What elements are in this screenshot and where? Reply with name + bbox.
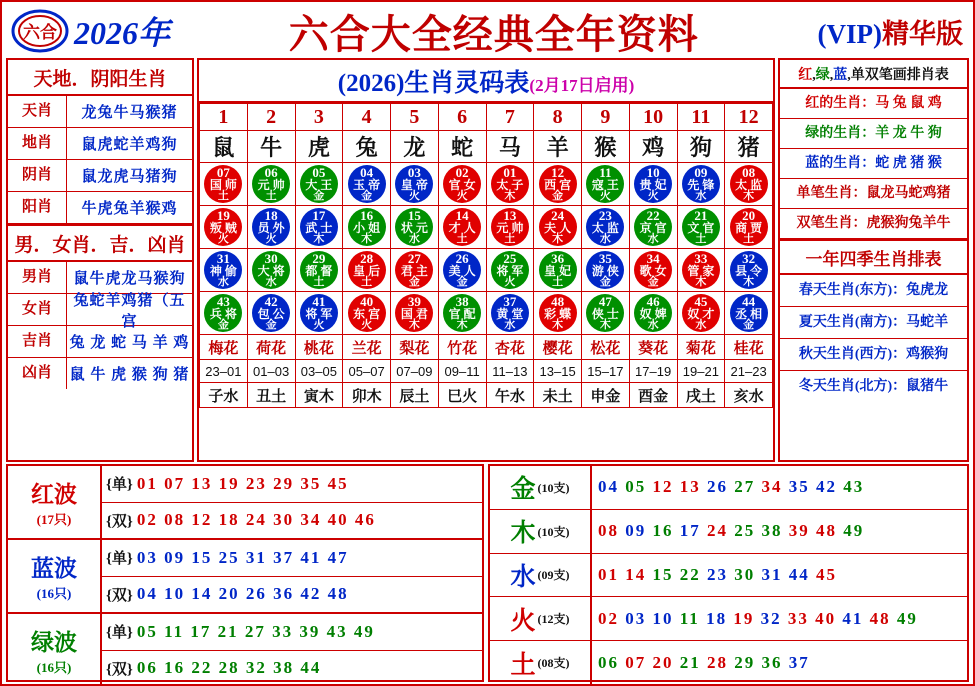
lucky-ball: 46 奴 婢 水 <box>634 294 672 332</box>
ball-cell <box>247 249 295 292</box>
table-row-balls-4 <box>200 292 773 335</box>
lucky-ball: 21 文 官 土 <box>682 208 720 246</box>
wave-line <box>102 651 482 686</box>
element-cell: 戌土 <box>677 383 725 408</box>
ball-cell <box>582 292 630 335</box>
ball-cell <box>677 163 725 206</box>
zodiac-code-table <box>199 103 773 408</box>
ball-cell <box>534 163 582 206</box>
lucky-ball: 08 太 监 木 <box>730 165 768 203</box>
column-number: 11 <box>677 104 725 131</box>
ball-cell <box>438 206 486 249</box>
lucky-ball: 40 东 宫 火 <box>348 294 386 332</box>
element-values: 01 14 15 22 23 30 31 44 45 <box>598 564 837 584</box>
ball-cell <box>391 206 439 249</box>
flower-cell: 荷花 <box>247 335 295 360</box>
lucky-ball: 06 元 帅 土 <box>252 165 290 203</box>
row-value: 鼠牛虎龙马猴狗 <box>73 271 186 287</box>
ball-cell <box>295 206 343 249</box>
zodiac-cell: 羊 <box>534 131 582 163</box>
flower-cell: 葵花 <box>629 335 677 360</box>
row-value: 鼠 牛 虎 猴 狗 猪 <box>69 367 190 383</box>
table-row-balls-2 <box>200 206 773 249</box>
element-label <box>490 554 592 597</box>
element-cell: 午水 <box>486 383 534 408</box>
zodiac-cell: 狗 <box>677 131 725 163</box>
lucky-ball: 27 君 主 金 <box>395 251 433 289</box>
lucky-ball: 16 小 姐 木 <box>348 208 386 246</box>
wave-name: 绿波 <box>31 630 77 655</box>
lucky-ball: 44 丞 相 金 <box>730 294 768 332</box>
lucky-ball: 45 奴 才 水 <box>682 294 720 332</box>
lucky-ball: 07 国 师 土 <box>204 165 242 203</box>
ball-cell <box>725 292 773 335</box>
column-number: 2 <box>247 104 295 131</box>
element-count: (09支) <box>537 568 570 583</box>
lucky-ball: 29 都 督 土 <box>300 251 338 289</box>
element-row <box>490 510 967 554</box>
column-number: 8 <box>534 104 582 131</box>
list-item: 红的生肖：马 兔 鼠 鸡 <box>780 89 967 119</box>
ball-cell <box>200 292 248 335</box>
year-label: 2026年 <box>74 15 171 51</box>
table-row-ranges <box>200 360 773 383</box>
ball-cell <box>438 249 486 292</box>
list-item: 单笔生肖：鼠龙马蛇鸡猪 <box>780 179 967 209</box>
wave-numbers: 06 16 22 28 32 38 44 <box>136 658 322 678</box>
lucky-ball: 05 大 王 金 <box>300 165 338 203</box>
lucky-ball: 17 武 士 木 <box>300 208 338 246</box>
ball-cell <box>486 163 534 206</box>
wave-table <box>6 464 484 682</box>
row-key: 女肖 <box>8 294 67 325</box>
ball-cell <box>391 292 439 335</box>
element-name: 火 <box>510 607 536 635</box>
wave-numbers: 04 10 14 20 26 36 42 48 <box>136 584 349 604</box>
row-value: 牛虎兔羊猴鸡 <box>81 201 178 217</box>
lucky-ball: 47 侠 士 木 <box>586 294 624 332</box>
row-key: 吉肖 <box>8 326 67 357</box>
ball-cell <box>486 206 534 249</box>
flower-cell: 梅花 <box>200 335 248 360</box>
list-item <box>8 358 192 389</box>
lucky-ball: 04 玉 帝 金 <box>348 165 386 203</box>
center-title-sub: (2月17日启用) <box>529 76 635 95</box>
svg-text:六合: 六合 <box>23 23 57 42</box>
range-cell: 11–13 <box>486 360 534 383</box>
range-cell: 21–23 <box>725 360 773 383</box>
main-columns <box>4 58 971 462</box>
ball-cell <box>438 292 486 335</box>
ball-cell <box>725 249 773 292</box>
flower-cell: 松花 <box>582 335 630 360</box>
element-label <box>490 510 592 553</box>
range-cell: 17–19 <box>629 360 677 383</box>
ball-cell <box>247 292 295 335</box>
flower-cell: 杏花 <box>486 335 534 360</box>
lucky-ball: 37 黄 堂 水 <box>491 294 529 332</box>
ball-cell <box>534 249 582 292</box>
element-values: 04 05 12 13 26 27 34 35 42 43 <box>598 477 865 497</box>
lucky-ball: 48 彩 蝶 木 <box>539 294 577 332</box>
lucky-ball: 23 太 监 水 <box>586 208 624 246</box>
table-row-flowers <box>200 335 773 360</box>
range-cell: 15–17 <box>582 360 630 383</box>
brand-logo-icon <box>8 8 72 54</box>
ball-cell <box>582 249 630 292</box>
range-cell: 03–05 <box>295 360 343 383</box>
wave-name: 红波 <box>31 482 77 507</box>
ball-cell <box>391 249 439 292</box>
list-item <box>8 160 192 192</box>
element-name: 水 <box>510 563 536 591</box>
element-values: 08 09 16 17 24 25 38 39 48 49 <box>598 521 865 541</box>
wave-label <box>8 614 102 686</box>
zodiac-cell: 龙 <box>391 131 439 163</box>
row-key: 阳肖 <box>8 192 67 223</box>
ball-cell <box>725 163 773 206</box>
lucky-ball: 30 大 将 水 <box>252 251 290 289</box>
ball-cell <box>247 163 295 206</box>
element-count: (08支) <box>537 656 570 671</box>
parity-tag: {双} <box>106 661 133 678</box>
flower-cell: 兰花 <box>343 335 391 360</box>
column-number: 10 <box>629 104 677 131</box>
ball-cell <box>200 206 248 249</box>
element-values: 02 03 10 11 18 19 32 33 40 41 48 49 <box>598 608 918 628</box>
table-row-balls-1 <box>200 163 773 206</box>
flower-cell: 梨花 <box>391 335 439 360</box>
range-cell: 13–15 <box>534 360 582 383</box>
element-cell: 亥水 <box>725 383 773 408</box>
lucky-ball: 24 夫 人 木 <box>539 208 577 246</box>
right-subhead: 一年四季生肖排表 <box>780 239 967 275</box>
zodiac-cell: 虎 <box>295 131 343 163</box>
lucky-ball: 14 才 人 土 <box>443 208 481 246</box>
wave-line <box>102 466 482 503</box>
ball-cell <box>247 206 295 249</box>
ball-cell <box>295 292 343 335</box>
table-row-elements <box>200 383 773 408</box>
range-cell: 07–09 <box>391 360 439 383</box>
element-cell: 丑土 <box>247 383 295 408</box>
element-cell: 子水 <box>200 383 248 408</box>
element-cell: 寅木 <box>295 383 343 408</box>
center-title-main: (2026)生肖灵码表 <box>337 70 530 97</box>
lucky-ball: 20 商 贾 土 <box>730 208 768 246</box>
table-row-numbers <box>200 104 773 131</box>
lucky-ball: 12 西 宫 金 <box>539 165 577 203</box>
column-number: 9 <box>582 104 630 131</box>
ball-cell <box>391 163 439 206</box>
wave-count: (16只) <box>36 660 72 675</box>
parity-tag: {双} <box>106 513 133 530</box>
wave-numbers: 03 09 15 25 31 37 41 47 <box>136 547 349 567</box>
row-key: 凶肖 <box>8 358 67 389</box>
left-head-2: 男．女肖．吉．凶肖 <box>8 225 192 262</box>
ball-cell <box>725 206 773 249</box>
flower-cell: 桂花 <box>725 335 773 360</box>
parity-tag: {双} <box>106 587 133 604</box>
table-row-balls-3 <box>200 249 773 292</box>
parity-tag: {单} <box>106 551 133 568</box>
ball-cell <box>438 163 486 206</box>
vip-suffix: 精华版 <box>882 18 963 49</box>
element-cell: 未土 <box>534 383 582 408</box>
wave-line <box>102 577 482 613</box>
wave-count: (16只) <box>36 586 72 601</box>
wave-count: (17只) <box>36 512 72 527</box>
ball-cell <box>343 163 391 206</box>
column-number: 3 <box>295 104 343 131</box>
zodiac-cell: 马 <box>486 131 534 163</box>
element-row <box>490 554 967 598</box>
flower-cell: 樱花 <box>534 335 582 360</box>
ball-cell <box>343 249 391 292</box>
lucky-ball: 25 将 军 火 <box>491 251 529 289</box>
range-cell: 09–11 <box>438 360 486 383</box>
table-row-zodiac <box>200 131 773 163</box>
wave-name: 蓝波 <box>31 556 77 581</box>
row-value: 鼠龙虎马猪狗 <box>81 169 178 185</box>
lucky-ball: 18 员 外 火 <box>252 208 290 246</box>
ball-cell <box>629 206 677 249</box>
lucky-ball: 34 歌 女 金 <box>634 251 672 289</box>
wave-row <box>8 466 482 540</box>
lucky-ball: 28 皇 后 土 <box>348 251 386 289</box>
lucky-ball: 01 太 子 木 <box>491 165 529 203</box>
wave-row <box>8 540 482 614</box>
lucky-ball: 26 美 人 金 <box>443 251 481 289</box>
lucky-ball: 11 寇 王 火 <box>586 165 624 203</box>
ball-cell <box>629 292 677 335</box>
zodiac-cell: 猴 <box>582 131 630 163</box>
zodiac-cell: 鸡 <box>629 131 677 163</box>
element-cell: 申金 <box>582 383 630 408</box>
lucky-ball: 13 元 帅 土 <box>491 208 529 246</box>
element-cell: 卯木 <box>343 383 391 408</box>
lucky-ball: 38 官 配 木 <box>443 294 481 332</box>
zodiac-cell: 兔 <box>343 131 391 163</box>
list-item <box>8 128 192 160</box>
page-header <box>4 4 971 58</box>
lucky-ball: 09 先 锋 水 <box>682 165 720 203</box>
lucky-ball: 42 包 公 金 <box>252 294 290 332</box>
range-cell: 23–01 <box>200 360 248 383</box>
five-elements-table <box>488 464 969 682</box>
row-key: 阴肖 <box>8 160 67 191</box>
flower-cell: 竹花 <box>438 335 486 360</box>
left-head-1: 天地．阴阳生肖 <box>8 60 192 96</box>
list-item: 冬天生肖(北方)：鼠猪牛 <box>798 379 949 394</box>
lucky-ball: 03 皇 帝 火 <box>395 165 433 203</box>
right-head: 红,绿,蓝,单双笔画排肖表 <box>780 60 967 89</box>
element-label <box>490 466 592 509</box>
element-count: (10支) <box>537 480 570 495</box>
wave-row <box>8 614 482 686</box>
lucky-ball: 10 贵 妃 火 <box>634 165 672 203</box>
element-name: 木 <box>510 520 536 548</box>
flower-cell: 桃花 <box>295 335 343 360</box>
column-number: 4 <box>343 104 391 131</box>
lucky-ball: 41 将 军 火 <box>300 294 338 332</box>
zodiac-cell: 猪 <box>725 131 773 163</box>
list-item <box>8 292 192 330</box>
column-number: 7 <box>486 104 534 131</box>
list-item: 绿的生肖：羊 龙 牛 狗 <box>780 119 967 149</box>
lucky-ball: 31 神 偷 水 <box>204 251 242 289</box>
page-title: 六合大全经典全年资料 <box>288 11 699 57</box>
wave-label <box>8 466 102 538</box>
ball-cell <box>677 292 725 335</box>
list-item: 夏天生肖(南方)：马蛇羊 <box>780 307 967 339</box>
column-number: 6 <box>438 104 486 131</box>
element-name: 金 <box>510 476 536 504</box>
column-number: 5 <box>391 104 439 131</box>
ball-cell <box>200 163 248 206</box>
flower-cell: 菊花 <box>677 335 725 360</box>
wave-line <box>102 540 482 577</box>
ball-cell <box>582 206 630 249</box>
ball-cell <box>486 249 534 292</box>
right-panel <box>778 58 969 462</box>
element-row <box>490 466 967 510</box>
wave-numbers: 05 11 17 21 27 33 39 43 49 <box>136 621 375 641</box>
wave-label <box>8 540 102 612</box>
ball-cell <box>534 206 582 249</box>
lucky-ball: 33 管 家 木 <box>682 251 720 289</box>
element-label <box>490 641 592 684</box>
vip-badge <box>818 12 963 51</box>
parity-tag: {单} <box>106 477 133 494</box>
row-value: 兔蛇羊鸡猪（五宫 <box>73 292 186 330</box>
ball-cell <box>629 163 677 206</box>
ball-cell <box>295 163 343 206</box>
wave-line <box>102 503 482 539</box>
element-label <box>490 597 592 640</box>
element-row <box>490 641 967 684</box>
list-item <box>8 192 192 225</box>
column-number: 1 <box>200 104 248 131</box>
wave-numbers: 01 07 13 19 23 29 35 45 <box>136 473 349 493</box>
list-item: 春天生肖(东方)：兔虎龙 <box>780 275 967 307</box>
ball-cell <box>343 206 391 249</box>
parity-tag: {单} <box>106 625 133 642</box>
element-name: 土 <box>510 651 536 679</box>
lucky-ball: 19 叛 贼 火 <box>204 208 242 246</box>
ball-cell <box>486 292 534 335</box>
left-panel <box>6 58 194 462</box>
lucky-ball: 39 国 君 木 <box>395 294 433 332</box>
zodiac-cell: 蛇 <box>438 131 486 163</box>
wave-line <box>102 614 482 651</box>
center-title <box>199 60 773 103</box>
row-key: 天肖 <box>8 96 67 127</box>
row-key: 男肖 <box>8 262 67 293</box>
ball-cell <box>629 249 677 292</box>
element-count: (10支) <box>537 524 570 539</box>
lucky-ball: 32 县 令 木 <box>730 251 768 289</box>
list-item <box>8 96 192 128</box>
element-row <box>490 597 967 641</box>
bottom-section <box>4 464 971 684</box>
element-cell: 辰土 <box>391 383 439 408</box>
lucky-ball: 36 皇 妃 土 <box>539 251 577 289</box>
vip-text: (VIP) <box>817 18 882 49</box>
row-value: 龙兔牛马猴猪 <box>81 105 178 121</box>
ball-cell <box>534 292 582 335</box>
ball-cell <box>677 206 725 249</box>
wave-numbers: 02 08 12 18 24 30 34 40 46 <box>136 510 376 530</box>
lucky-ball: 02 官 女 火 <box>443 165 481 203</box>
row-value: 鼠虎蛇羊鸡狗 <box>81 137 178 153</box>
list-item <box>8 326 192 358</box>
ball-cell <box>582 163 630 206</box>
element-cell: 酉金 <box>629 383 677 408</box>
element-values: 06 07 20 21 28 29 36 37 <box>598 652 810 672</box>
lucky-ball: 35 游 侠 金 <box>586 251 624 289</box>
element-count: (12支) <box>537 612 570 627</box>
ball-cell <box>200 249 248 292</box>
ball-cell <box>677 249 725 292</box>
lucky-ball: 15 状 元 水 <box>395 208 433 246</box>
list-item: 秋天生肖(西方)：鸡猴狗 <box>780 339 967 371</box>
zodiac-cell: 牛 <box>247 131 295 163</box>
range-cell: 19–21 <box>677 360 725 383</box>
range-cell: 01–03 <box>247 360 295 383</box>
ball-cell <box>343 292 391 335</box>
zodiac-cell: 鼠 <box>200 131 248 163</box>
range-cell: 05–07 <box>343 360 391 383</box>
row-key: 地肖 <box>8 128 67 159</box>
ball-cell <box>295 249 343 292</box>
row-value: 兔 龙 蛇 马 羊 鸡 <box>69 335 190 351</box>
lucky-ball: 43 兵 将 金 <box>204 294 242 332</box>
element-cell: 巳火 <box>438 383 486 408</box>
lucky-ball: 22 京 官 水 <box>634 208 672 246</box>
center-panel <box>197 58 775 462</box>
column-number: 12 <box>725 104 773 131</box>
list-item: 双笔生肖：虎猴狗兔羊牛 <box>780 209 967 239</box>
list-item: 蓝的生肖：蛇 虎 猪 猴 <box>780 149 967 179</box>
